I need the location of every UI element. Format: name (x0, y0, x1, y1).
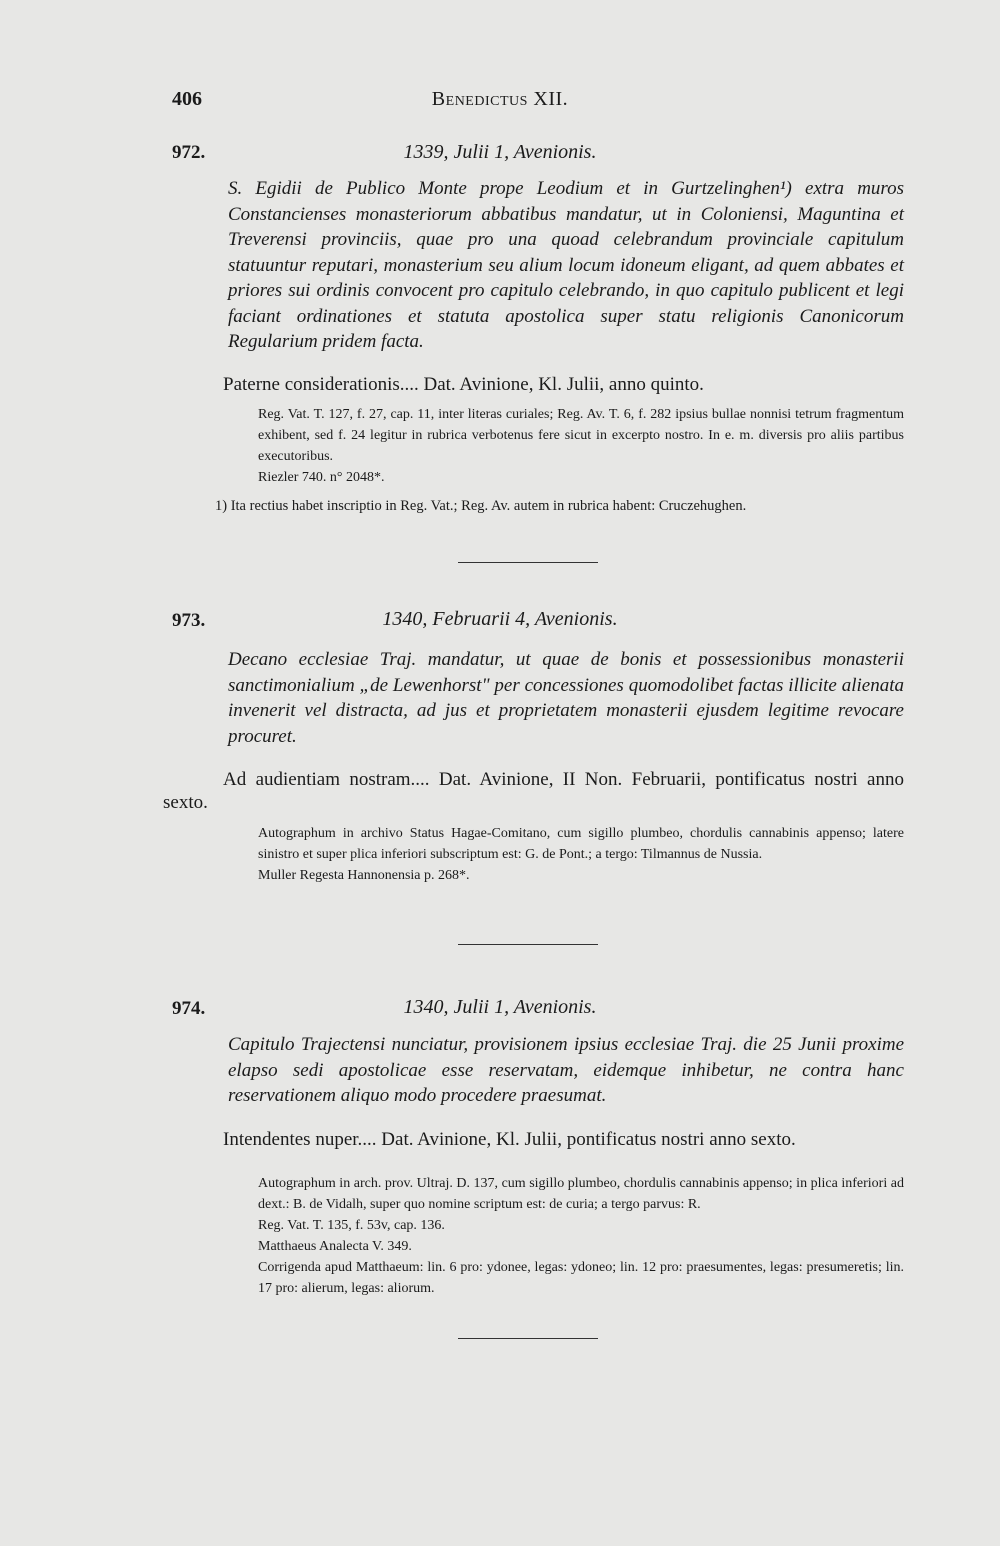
entry-summary: S. Egidii de Publico Monte prope Leodium et in Gurtzelinghen¹) extra muros Constancienses monasteriorum abbatibus mandatur, ut in Coloniensi, Maguntina et Treverensi provinciis, quae pro una quoad celebrandum provinciale capitulum statuuntur reputari, monasterium seu alium locum idoneum eligant, ad quem abbates et priores sui ordinis convocent pro capitulo celebrando, in quo capitulo publicent et legi faciant ordinationes et statuta apostolica super statu religionis Canonicorum Regularium pridem facta. (228, 178, 904, 352)
bibliography-note: Riezler 740. n° 2048*. (258, 470, 385, 485)
footnote: 1) Ita rectius habet inscriptio in Reg. Vat.; Reg. Av. autem in rubrica habent: Cruczehughen. (215, 498, 747, 514)
entry-notes (258, 404, 904, 488)
register-note: Reg. Vat. T. 135, f. 53v, cap. 136. (258, 1218, 445, 1233)
archival-note: Reg. Vat. T. 127, f. 27, cap. 11, inter literas curiales; Reg. Av. T. 6, f. 282 ipsius bullae nonnisi tetrum fragmentum exhibent, sed f. 24 legitur in rubrica verbotenus fere sicut in excerpto nostro. In e. m. diversis pro aliis partibus executoribus. (258, 407, 904, 464)
entry-summary: Capitulo Trajectensi nunciatur, provisionem ipsius ecclesiae Traj. die 25 Junii proxime elapso sedi apostolicae esse reservatam, eidemque inhibetur, ne contra hanc reservationem aliquo modo procedere praesumat. (228, 1034, 904, 1106)
entry-date: 1339, Julii 1, Avenionis. (403, 141, 597, 163)
corrigenda-note: Corrigenda apud Matthaeum: lin. 6 pro: ydonee, legas: ydoneo; lin. 12 pro: praesumentes, legas: presumeretis; lin. 17 pro: alierum, legas: aliorum. (258, 1260, 904, 1296)
entry-date: 1340, Februarii 4, Avenionis. (382, 608, 618, 630)
section-divider (458, 944, 598, 945)
running-title: Benedictus XII. (431, 88, 569, 110)
bibliography-note: Matthaeus Analecta V. 349. (258, 1239, 412, 1254)
entry-summary: Decano ecclesiae Traj. mandatur, ut quae de bonis et possessionibus monasterii sanctimonialium „de Lewenhorst" per concessiones quomodolibet factas illicite alienata invenerit vel distracta, ad jus et proprietatem monasterii ejusdem legitime revocare procuret. (228, 649, 904, 747)
entry-number: 974. (172, 998, 206, 1019)
entry-date: 1340, Julii 1, Avenionis. (403, 996, 597, 1018)
entry-incipit: Intendentes nuper.... Dat. Avinione, Kl. Julii, pontificatus nostri anno sexto. (223, 1129, 796, 1150)
archival-note: Autographum in archivo Status Hagae-Comitano, cum sigillo plumbeo, chordulis cannabinis appenso; latere sinistro et super plica inferiori subscriptum est: G. de Pont.; a tergo: Tilmannus de Nussia. (258, 826, 904, 862)
entry-notes (258, 1173, 904, 1299)
section-divider (458, 562, 598, 563)
page-number: 406 (172, 88, 202, 110)
section-divider (458, 1338, 598, 1339)
entry-number: 973. (172, 610, 206, 631)
entry-notes (258, 823, 904, 886)
bibliography-note: Muller Regesta Hannonensia p. 268*. (258, 868, 470, 883)
entry-incipit: Paterne considerationis.... Dat. Avinione, Kl. Julii, anno quinto. (223, 374, 704, 395)
entry-incipit: Ad audientiam nostram.... Dat. Avinione, II Non. Februarii, pontificatus nostri anno sexto. (163, 769, 904, 813)
archival-note: Autographum in arch. prov. Ultraj. D. 137, cum sigillo plumbeo, chordulis cannabinis appenso; in plica inferiori ad dext.: B. de Vidalh, super quo nomine scriptum est: de curia; a tergo parvus: R. (258, 1176, 904, 1212)
entry-number: 972. (172, 142, 206, 163)
